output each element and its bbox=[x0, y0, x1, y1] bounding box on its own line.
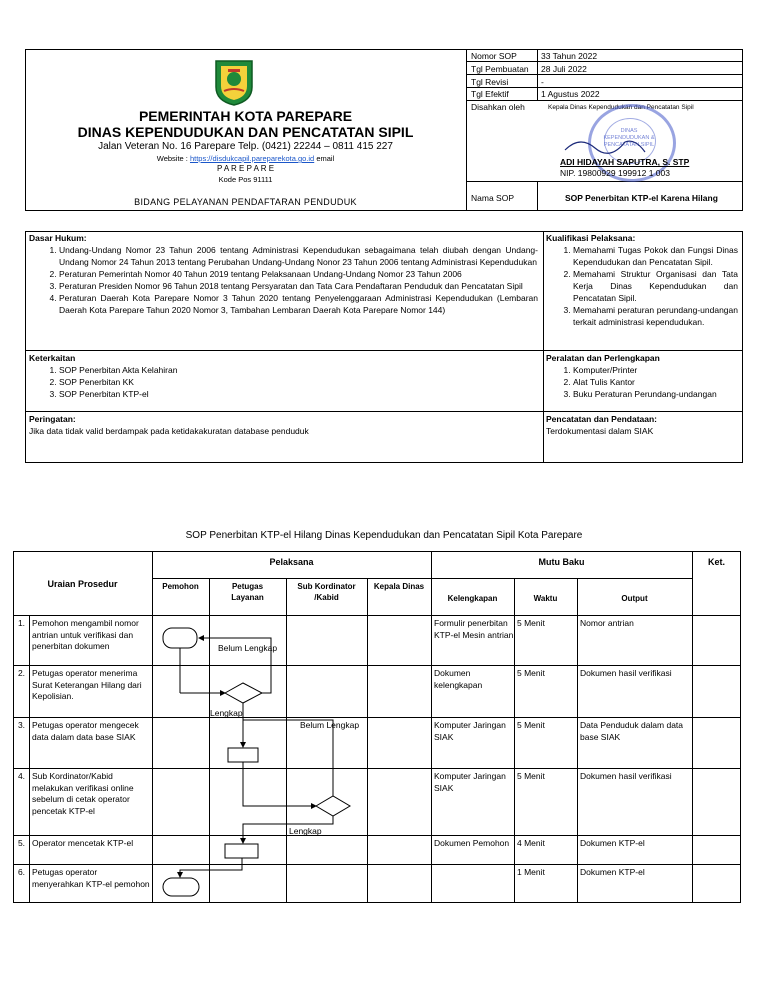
arrow-2 bbox=[243, 762, 316, 806]
header-waktu: Waktu bbox=[533, 594, 558, 603]
header-petugas-layanan: Petugas Layanan bbox=[231, 582, 264, 602]
row-waktu: 4 Menit bbox=[517, 838, 545, 848]
row-output: Dokumen KTP-el bbox=[580, 838, 645, 848]
row-output: Nomor antrian bbox=[580, 618, 634, 628]
disahkan-title: Kepala Dinas Kependudukan dan Pencatatan Sipil bbox=[548, 104, 694, 111]
row-number: 4. bbox=[17, 771, 26, 781]
list-item: 3. Memahami peraturan perundang-undangan terkait administrasi kependudukan. bbox=[573, 304, 738, 328]
nama-sop-label: Nama SOP bbox=[471, 193, 514, 203]
nomor-sop-value: 33 Tahun 2022 bbox=[541, 51, 598, 61]
row-number: 5. bbox=[17, 838, 26, 848]
arrow-belum-2 bbox=[243, 720, 333, 796]
peringatan-label: Peringatan: bbox=[29, 414, 76, 424]
header-subkor: Sub Kordinator /Kabid bbox=[297, 582, 356, 602]
row-output: Data Penduduk dalam data base SIAK bbox=[580, 720, 684, 742]
list-item: 3. SOP Penerbitan KTP-el bbox=[59, 388, 538, 400]
list-item: 2. Alat Tulis Kantor bbox=[573, 376, 738, 388]
tgl-pembuatan-value: 28 Juli 2022 bbox=[541, 64, 587, 74]
list-item: 2. SOP Penerbitan KK bbox=[59, 376, 538, 388]
row-waktu: 5 Menit bbox=[517, 668, 545, 678]
row-kelengkapan: Formulir penerbitan KTP-el Mesin antrian bbox=[434, 618, 514, 640]
division-name: BIDANG PELAYANAN PENDAFTARAN PENDUDUK bbox=[134, 197, 357, 207]
dasar-hukum-label: Dasar Hukum: bbox=[29, 233, 87, 243]
row-uraian: Petugas operator menyerahkan KTP-el pemohon bbox=[32, 867, 150, 889]
row-output: Dokumen KTP-el bbox=[580, 867, 645, 877]
list-item: 3. Peraturan Presiden Nomor 96 Tahun 2018 tentang Persyaratan dan Tata Cara Pendaftaran Penduduk dan Pencatatan Sipil bbox=[59, 280, 538, 292]
row-kelengkapan: Komputer Jaringan SIAK bbox=[434, 720, 506, 742]
decision-2 bbox=[316, 796, 350, 816]
label-lengkap-1: Lengkap bbox=[210, 708, 243, 718]
list-item: 1. Undang-Undang Nomor 23 Tahun 2006 tentang Administrasi Kependudukan sebagaimana telah diubah dengan Undang-Undang Nomor 24 Tahun 2013 tentang Perubahan Undang-Undang Nonor 23 Tahun 2006 tentang Administrasi Kependudukan bbox=[59, 244, 538, 268]
peralatan-label: Peralatan dan Perlengkapan bbox=[546, 353, 660, 363]
row-uraian: Pemohon mengambil nomor antrian untuk verifikasi dan penerbitan dokumen bbox=[32, 618, 139, 651]
gov-name: PEMERINTAH KOTA PAREPARE bbox=[138, 108, 353, 124]
header-uraian: Uraian Prosedur bbox=[47, 579, 118, 589]
list-item: 1. Komputer/Printer bbox=[573, 364, 738, 376]
header-pemohon: Pemohon bbox=[162, 582, 199, 591]
keterkaitan-label: Keterkaitan bbox=[29, 353, 76, 363]
row-kelengkapan: Dokumen kelengkapan bbox=[434, 668, 483, 690]
process-box-2 bbox=[225, 844, 258, 858]
row-uraian: Petugas operator mengecek data dalam data base SIAK bbox=[32, 720, 139, 742]
row-uraian: Petugas operator menerima Surat Keterangan Hilang dari Kepolisian. bbox=[32, 668, 142, 701]
label-belum-lengkap-2: Belum Lengkap bbox=[300, 720, 360, 730]
flow-title: SOP Penerbitan KTP-el Hilang Dinas Kependudukan dan Pencatatan Sipil Kota Parepare bbox=[185, 530, 583, 541]
row-waktu: 5 Menit bbox=[517, 771, 545, 781]
office-name: DINAS KEPENDUDUKAN DAN PENCATATAN SIPIL bbox=[77, 124, 414, 140]
end-terminator bbox=[163, 878, 199, 896]
website-link[interactable]: https://disdukcapil.pareparekota.go.id bbox=[189, 154, 315, 163]
website-label: Website : bbox=[156, 154, 188, 163]
list-item: 1. SOP Penerbitan Akta Kelahiran bbox=[59, 364, 538, 376]
tgl-revisi-label: Tgl Revisi bbox=[471, 77, 509, 87]
start-terminator bbox=[163, 628, 197, 648]
list-item: 1. Memahami Tugas Pokok dan Fungsi Dinas Kependudukan dan Pencatatan Sipil. bbox=[573, 244, 738, 268]
office-address: Jalan Veteran No. 16 Parepare Telp. (0421) 22244 – 0811 415 227 bbox=[98, 141, 393, 152]
peringatan-text: Jika data tidak valid berdampak pada ketidakakuratan database penduduk bbox=[29, 426, 309, 436]
row-uraian: Operator mencetak KTP-el bbox=[32, 838, 134, 848]
stamp-text: DINAS KEPENDUDUKAN & PENCATATAN SIPIL bbox=[603, 128, 655, 148]
city-name: P A R E P A R E bbox=[216, 164, 275, 173]
process-box-1 bbox=[228, 748, 258, 762]
arrow-3 bbox=[180, 858, 242, 877]
postcode: Kode Pos 91111 bbox=[218, 175, 273, 184]
kualifikasi-label: Kualifikasi Pelaksana: bbox=[546, 233, 636, 243]
row-number: 1. bbox=[17, 618, 26, 628]
header-kelengkapan: Kelengkapan bbox=[447, 594, 498, 603]
email-label: email bbox=[316, 154, 335, 163]
decision-1 bbox=[225, 683, 262, 703]
tgl-efektif-label: Tgl Efektif bbox=[471, 89, 509, 99]
header-pelaksana: Pelaksana bbox=[269, 557, 314, 567]
list-item: 2. Peraturan Pemerintah Nomor 40 Tahun 2019 tentang Pelaksanaan Undang-Undang Nomor 23 Tahun 2006 bbox=[59, 268, 538, 280]
tgl-pembuatan-label: Tgl Pembuatan bbox=[471, 64, 529, 74]
pencatatan-label: Pencatatan dan Pendataan: bbox=[546, 414, 658, 424]
nomor-sop-label: Nomor SOP bbox=[471, 51, 517, 61]
row-kelengkapan: Dokumen Pemohon bbox=[434, 838, 510, 848]
header-output: Output bbox=[621, 594, 648, 603]
signer-name: ADI HIDAYAH SAPUTRA, S. STP bbox=[560, 157, 690, 167]
row-output: Dokumen hasil verifikasi bbox=[580, 771, 672, 781]
row-waktu: 1 Menit bbox=[517, 867, 545, 877]
row-number: 3. bbox=[17, 720, 26, 730]
nama-sop-value: SOP Penerbitan KTP-el Karena Hilang bbox=[565, 193, 718, 203]
row-waktu: 5 Menit bbox=[517, 720, 545, 730]
row-number: 6. bbox=[17, 867, 26, 877]
row-number: 2. bbox=[17, 668, 26, 678]
row-waktu: 5 Menit bbox=[517, 618, 545, 628]
row-uraian: Sub Kordinator/Kabid melakukan verifikasi online sebelum di cetak operator pencetak KTP-el bbox=[32, 771, 134, 816]
row-output: Dokumen hasil verifikasi bbox=[580, 668, 672, 678]
header-mutu-baku: Mutu Baku bbox=[538, 557, 585, 567]
list-item: 4. Peraturan Daerah Kota Parepare Nomor 3 Tahun 2020 tentang Penyelenggaraan Administrasi Kependudukan (Lembaran Daerah Kota Parepare Tahun 2020 Nomor 3, Tambahan Lembaran Daerah Kota Parepare Nomor 144) bbox=[59, 292, 538, 316]
tgl-revisi-value: - bbox=[541, 77, 544, 87]
list-item: 3. Buku Peraturan Perundang-undangan bbox=[573, 388, 738, 400]
row-kelengkapan: Komputer Jaringan SIAK bbox=[434, 771, 506, 793]
disahkan-label: Disahkan oleh bbox=[471, 102, 525, 112]
list-item: 2. Memahami Struktur Organisasi dan Tata Kerja Dinas Kependudukan dan Pencatatan Sipil. bbox=[573, 268, 738, 304]
label-belum-lengkap-1: Belum Lengkap bbox=[218, 643, 278, 653]
signer-nip: NIP. 19800929 199912 1 003 bbox=[560, 168, 670, 178]
label-lengkap-2: Lengkap bbox=[289, 826, 322, 836]
pencatatan-text: Terdokumentasi dalam SIAK bbox=[546, 426, 654, 436]
tgl-efektif-value: 1 Agustus 2022 bbox=[541, 89, 600, 99]
header-kepala-dinas: Kepala Dinas bbox=[373, 582, 425, 591]
header-ket: Ket. bbox=[707, 557, 725, 567]
